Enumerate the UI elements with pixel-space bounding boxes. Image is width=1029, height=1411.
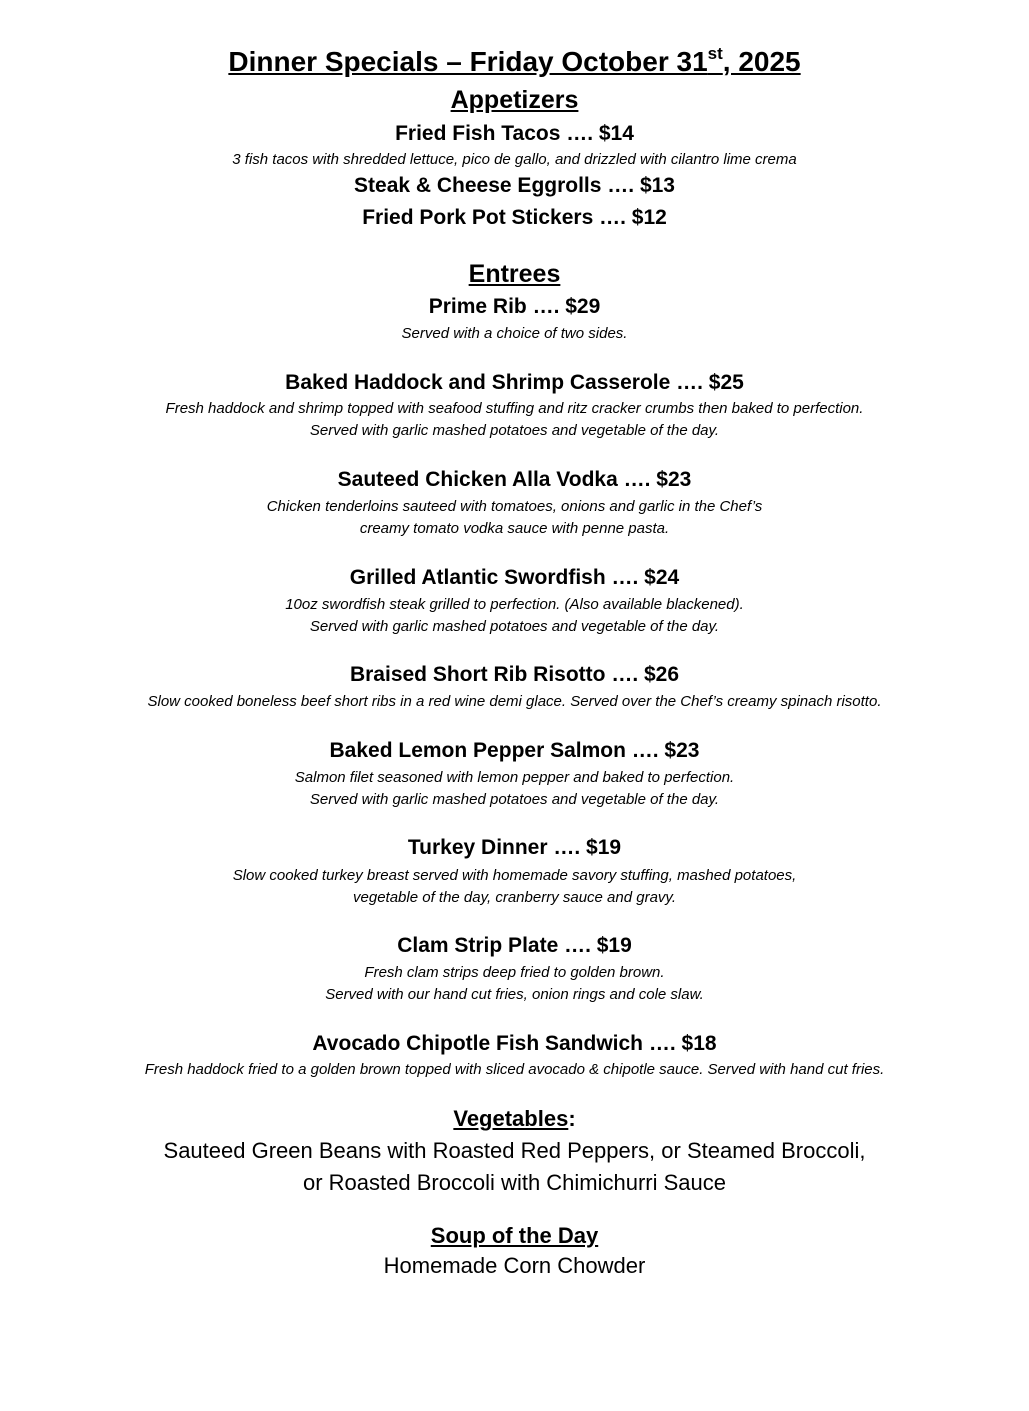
menu-item-name: Fried Fish Tacos …. $14 [395,122,634,145]
menu-item-description: Served with garlic mashed potatoes and vegetable of the day. [309,791,720,808]
menu-item-description: Salmon filet seasoned with lemon pepper and baked to perfection. [294,769,735,786]
title-prefix: Dinner Specials – Friday October 31 [228,46,708,77]
vegetables-line: or Roasted Broccoli with Chimichurri Sauce [302,1170,727,1195]
menu-item-name: Fried Pork Pot Stickers …. $12 [362,206,667,229]
menu-item-description: Served with our hand cut fries, onion rings and cole slaw. [325,986,704,1003]
vegetables-heading-text: Vegetables [453,1106,569,1131]
soup-of-the-day: Homemade Corn Chowder [383,1253,646,1278]
menu-item-description: Slow cooked boneless beef short ribs in a red wine demi glace. Served over the Chef’s creamy spinach risotto. [147,693,882,710]
menu-item-name: Braised Short Rib Risotto …. $26 [349,663,680,686]
menu-item-description: Served with garlic mashed potatoes and vegetable of the day. [309,618,720,635]
menu-item-name: Baked Haddock and Shrimp Casserole …. $25 [285,371,744,394]
menu-item-description: creamy tomato vodka sauce with penne pasta. [359,520,670,537]
menu-item-description: vegetable of the day, cranberry sauce and gravy. [353,889,676,906]
title-ordinal-suffix: st [707,43,723,63]
vegetables-heading [0,1106,1029,1132]
menu-item-description: Chicken tenderloins sauteed with tomatoes, onions and garlic in the Chef’s [266,498,763,515]
menu-item-name: Baked Lemon Pepper Salmon …. $23 [329,739,700,762]
menu-item-name: Clam Strip Plate …. $19 [397,934,632,957]
menu-item-name: Prime Rib …. $29 [428,295,601,318]
soup-heading: Soup of the Day [430,1223,599,1248]
menu-item-description: Fresh clam strips deep fried to golden brown. [364,964,665,981]
menu-item-description: Fresh haddock fried to a golden brown topped with sliced avocado & chipotle sauce. Served with hand cut fries. [144,1061,885,1078]
menu-item-name: Grilled Atlantic Swordfish …. $24 [349,566,680,589]
menu-item-description: 10oz swordfish steak grilled to perfection. (Also available blackened). [285,596,744,613]
menu-item-description: Served with a choice of two sides. [401,325,628,342]
entrees-heading: Entrees [468,260,561,288]
title-year: , 2025 [722,46,801,77]
appetizers-heading: Appetizers [450,86,579,114]
menu-item-description: Fresh haddock and shrimp topped with seafood stuffing and ritz cracker crumbs then baked to perfection. [165,400,864,417]
menu-item-description: Served with garlic mashed potatoes and vegetable of the day. [309,422,720,439]
vegetables-heading-colon: : [568,1106,576,1131]
menu-item-description: 3 fish tacos with shredded lettuce, pico de gallo, and drizzled with cilantro lime crema [232,151,797,168]
menu-item-name: Sauteed Chicken Alla Vodka …. $23 [337,468,692,491]
menu-item-name: Steak & Cheese Eggrolls …. $13 [354,174,675,197]
vegetables-line: Sauteed Green Beans with Roasted Red Peppers, or Steamed Broccoli, [163,1138,866,1163]
menu-item-description: Slow cooked turkey breast served with homemade savory stuffing, mashed potatoes, [232,867,797,884]
menu-item-name: Turkey Dinner …. $19 [407,836,622,859]
menu-item-name: Avocado Chipotle Fish Sandwich …. $18 [312,1032,717,1055]
page-title [0,43,1029,78]
